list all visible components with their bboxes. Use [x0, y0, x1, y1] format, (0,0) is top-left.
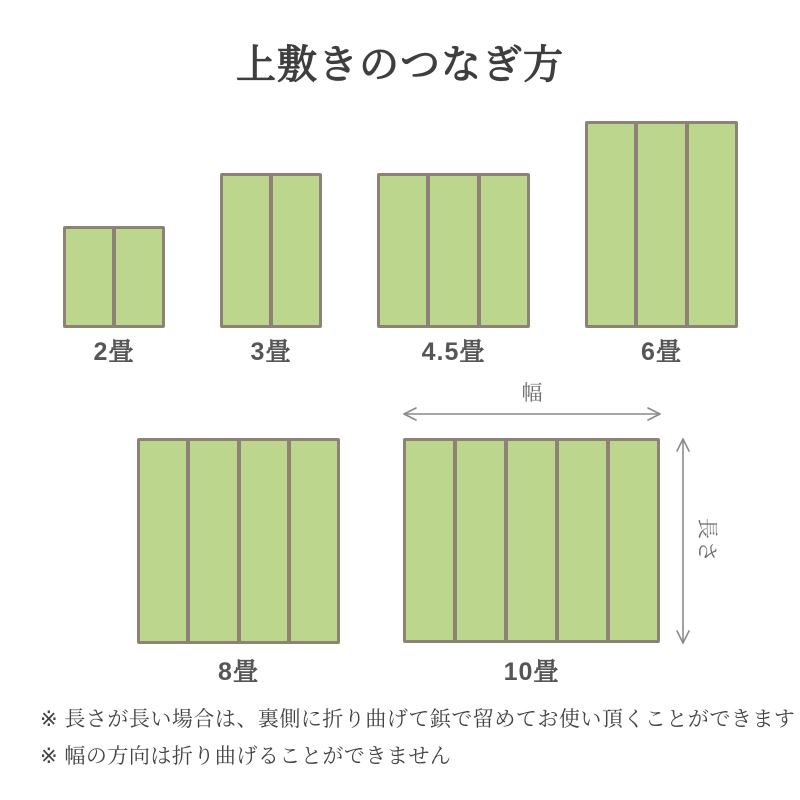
- tatami-strip: [406, 441, 453, 640]
- tatami-strip: [457, 441, 504, 640]
- mat-label-10jo: 10畳: [503, 658, 560, 686]
- length-arrow-icon: [674, 436, 692, 646]
- page-title: 上敷きのつなぎ方: [236, 43, 564, 87]
- tatami-strip: [559, 441, 606, 640]
- tatami-strip: [241, 441, 287, 641]
- mat-label-4-5jo: 4.5畳: [421, 338, 486, 366]
- mat-label-3jo: 3畳: [250, 338, 292, 366]
- tatami-strip: [66, 229, 112, 325]
- width-dimension-label: 幅: [521, 382, 543, 405]
- tatami-strip: [638, 124, 684, 325]
- mat-6jo: [585, 121, 738, 328]
- mat-label-2jo: 2畳: [93, 338, 135, 366]
- mat-2jo: [63, 226, 165, 328]
- tatami-strip: [273, 176, 319, 325]
- mat-label-6jo: 6畳: [641, 338, 682, 366]
- tatami-strip: [430, 176, 476, 325]
- tatami-strip: [481, 176, 527, 325]
- mat-3jo: [220, 173, 322, 328]
- mat-label-8jo: 8畳: [218, 658, 259, 686]
- note-line-1: ※ 長さが長い場合は、裏側に折り曲げて鋲で留めてお使い頂くことができます: [40, 708, 796, 731]
- tatami-strip: [140, 441, 186, 641]
- mat-4-5jo: [377, 173, 530, 328]
- tatami-strip: [588, 124, 634, 325]
- tatami-strip: [190, 441, 236, 641]
- note-line-2: ※ 幅の方向は折り曲げることができません: [40, 745, 452, 768]
- tatami-strip: [689, 124, 735, 325]
- tatami-strip: [223, 176, 269, 325]
- tatami-strip: [508, 441, 555, 640]
- mat-8jo: [137, 438, 340, 644]
- mat-10jo: [403, 438, 660, 643]
- tatami-strip: [610, 441, 657, 640]
- tatami-strip: [116, 229, 162, 325]
- tatami-strip: [380, 176, 426, 325]
- footnotes: [40, 701, 796, 775]
- length-dimension-label: 長さ: [695, 518, 718, 564]
- width-arrow-icon: [401, 405, 663, 423]
- tatami-strip: [291, 441, 337, 641]
